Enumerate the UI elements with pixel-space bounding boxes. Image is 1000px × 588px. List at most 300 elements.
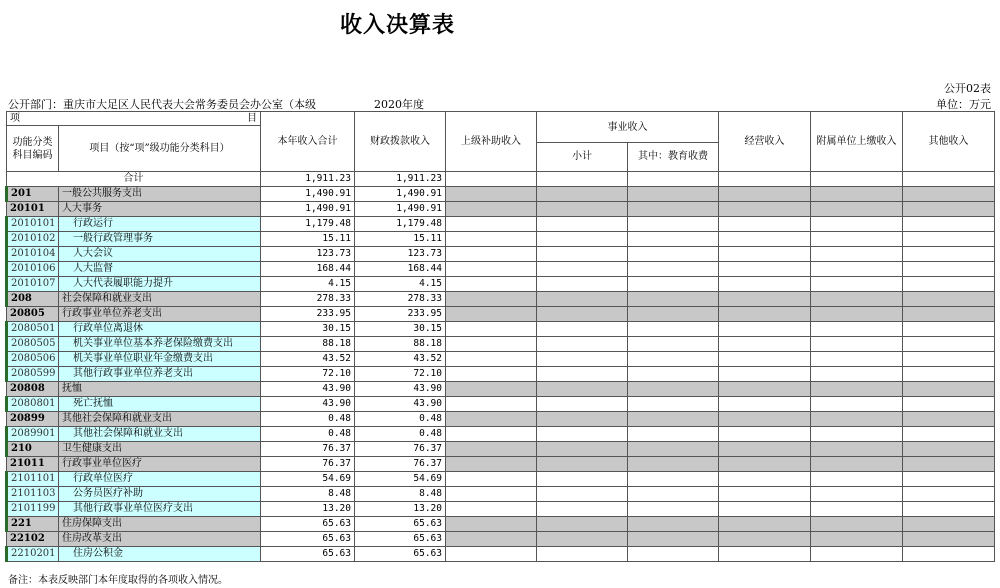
empty-cell [628, 187, 719, 202]
empty-cell [537, 412, 628, 427]
row-name: 行政运行 [59, 217, 261, 232]
empty-cell [811, 382, 903, 397]
empty-cell [628, 322, 719, 337]
empty-cell [719, 472, 811, 487]
empty-cell [811, 427, 903, 442]
empty-cell [903, 262, 995, 277]
row-fiscal: 76.37 [355, 457, 446, 472]
row-total-income: 65.63 [261, 547, 355, 562]
empty-cell [446, 457, 537, 472]
empty-cell [903, 487, 995, 502]
empty-cell [811, 262, 903, 277]
empty-cell [719, 292, 811, 307]
empty-cell [537, 307, 628, 322]
row-fiscal: 15.11 [355, 232, 446, 247]
row-total-income: 88.18 [261, 337, 355, 352]
row-total-income: 72.10 [261, 367, 355, 382]
empty-cell [903, 277, 995, 292]
empty-cell [811, 232, 903, 247]
empty-cell [811, 457, 903, 472]
empty-cell [628, 532, 719, 547]
empty-cell [628, 472, 719, 487]
empty-cell [446, 547, 537, 562]
row-name: 抚恤 [59, 382, 261, 397]
header-career: 事业收入 [537, 112, 719, 143]
row-code: 2101101 [7, 472, 59, 487]
item-header-label: 项 [10, 113, 20, 124]
row-code: 210 [7, 442, 59, 457]
empty-cell [628, 232, 719, 247]
empty-cell [719, 442, 811, 457]
row-fiscal: 54.69 [355, 472, 446, 487]
table-row [7, 367, 995, 382]
row-total-income: 76.37 [261, 442, 355, 457]
table-row [7, 337, 995, 352]
empty-cell [537, 277, 628, 292]
empty-cell [628, 442, 719, 457]
row-total-income: 1,179.48 [261, 217, 355, 232]
row-code: 221 [7, 517, 59, 532]
row-name: 人大会议 [59, 247, 261, 262]
row-name: 其他社会保障和就业支出 [59, 427, 261, 442]
row-code: 2101103 [7, 487, 59, 502]
empty-cell [628, 457, 719, 472]
empty-cell [628, 517, 719, 532]
table-row [7, 487, 995, 502]
row-name: 住房改革支出 [59, 532, 261, 547]
row-name: 一般公共服务支出 [59, 187, 261, 202]
empty-cell [446, 517, 537, 532]
row-name: 其他行政事业单位养老支出 [59, 367, 261, 382]
row-code: 2010107 [7, 277, 59, 292]
empty-cell [811, 202, 903, 217]
row-fiscal: 168.44 [355, 262, 446, 277]
empty-cell [628, 427, 719, 442]
empty-cell [628, 367, 719, 382]
row-fiscal: 13.20 [355, 502, 446, 517]
empty-cell [628, 502, 719, 517]
report-title: 收入决算表 [340, 13, 456, 38]
empty-cell [719, 547, 811, 562]
empty-cell [719, 457, 811, 472]
empty-cell [719, 412, 811, 427]
empty-cell [811, 502, 903, 517]
row-code: 2010106 [7, 262, 59, 277]
row-code: 201 [7, 187, 59, 202]
empty-cell [628, 352, 719, 367]
empty-cell [903, 187, 995, 202]
row-fiscal: 88.18 [355, 337, 446, 352]
row-fiscal: 65.63 [355, 532, 446, 547]
row-name: 其他社会保障和就业支出 [59, 412, 261, 427]
empty-cell [811, 487, 903, 502]
table-row [7, 517, 995, 532]
form-code: 公开02表 [944, 82, 991, 95]
table-row [7, 187, 995, 202]
row-total-income: 43.52 [261, 352, 355, 367]
header-superior-subsidy: 上级补助收入 [446, 112, 537, 172]
row-code: 2080801 [7, 397, 59, 412]
empty-cell [628, 262, 719, 277]
empty-cell [446, 247, 537, 262]
empty-cell [903, 397, 995, 412]
row-code: 208 [7, 292, 59, 307]
row-name: 其他行政事业单位医疗支出 [59, 502, 261, 517]
empty-cell [628, 292, 719, 307]
row-name: 行政事业单位养老支出 [59, 307, 261, 322]
empty-cell [719, 517, 811, 532]
empty-cell [446, 262, 537, 277]
empty-cell [903, 292, 995, 307]
row-name: 行政单位离退休 [59, 322, 261, 337]
empty-cell [903, 517, 995, 532]
unit-label: 单位：万元 [936, 98, 991, 111]
row-name: 公务员医疗补助 [59, 487, 261, 502]
row-fiscal: 4.15 [355, 277, 446, 292]
empty-cell [628, 202, 719, 217]
empty-cell [719, 532, 811, 547]
table-row [7, 532, 995, 547]
empty-cell [537, 202, 628, 217]
row-name: 住房保障支出 [59, 517, 261, 532]
empty-cell [446, 352, 537, 367]
row-total-income: 13.20 [261, 502, 355, 517]
row-name: 卫生健康支出 [59, 442, 261, 457]
empty-cell [628, 307, 719, 322]
header-code-col: 功能分类科目编码 [7, 126, 59, 172]
empty-cell [719, 352, 811, 367]
row-code: 2080501 [7, 322, 59, 337]
empty-cell [719, 322, 811, 337]
empty-cell [628, 412, 719, 427]
empty-cell [811, 547, 903, 562]
row-fiscal: 0.48 [355, 412, 446, 427]
empty-cell [719, 232, 811, 247]
row-total-income: 65.63 [261, 532, 355, 547]
header-education-fee: 其中：教育收费 [628, 143, 719, 172]
empty-cell [537, 457, 628, 472]
empty-cell [903, 202, 995, 217]
row-fiscal: 233.95 [355, 307, 446, 322]
empty-cell [537, 397, 628, 412]
empty-cell [537, 262, 628, 277]
empty-cell [537, 532, 628, 547]
table-row [7, 427, 995, 442]
row-code: 2080599 [7, 367, 59, 382]
empty-cell [903, 337, 995, 352]
row-name: 人大事务 [59, 202, 261, 217]
row-code: 2101199 [7, 502, 59, 517]
row-code: 2010102 [7, 232, 59, 247]
empty-cell [903, 412, 995, 427]
table-row [7, 262, 995, 277]
table-row [7, 202, 995, 217]
row-total-income: 8.48 [261, 487, 355, 502]
empty-cell [903, 442, 995, 457]
row-name: 人大监督 [59, 262, 261, 277]
table-row [7, 217, 995, 232]
empty-cell [719, 367, 811, 382]
empty-cell [811, 532, 903, 547]
row-total-income: 233.95 [261, 307, 355, 322]
empty-cell [537, 337, 628, 352]
empty-cell [811, 367, 903, 382]
empty-cell [446, 382, 537, 397]
empty-cell [903, 307, 995, 322]
row-code: 20101 [7, 202, 59, 217]
row-fiscal: 65.63 [355, 547, 446, 562]
row-name: 死亡抚恤 [59, 397, 261, 412]
year-label: 2020年度 [374, 98, 424, 111]
empty-cell [628, 397, 719, 412]
empty-cell [719, 502, 811, 517]
empty-cell [811, 412, 903, 427]
empty-cell [537, 247, 628, 262]
header-affiliated: 附属单位上缴收入 [811, 112, 903, 172]
row-fiscal: 65.63 [355, 517, 446, 532]
row-total-income: 168.44 [261, 262, 355, 277]
row-code: 20805 [7, 307, 59, 322]
empty-cell [811, 337, 903, 352]
row-code: 2010104 [7, 247, 59, 262]
empty-cell [446, 277, 537, 292]
table-row [7, 307, 995, 322]
row-total-income: 54.69 [261, 472, 355, 487]
row-name: 住房公积金 [59, 547, 261, 562]
item-header-cell [7, 112, 261, 126]
empty-cell [537, 187, 628, 202]
empty-cell [903, 457, 995, 472]
empty-cell [446, 202, 537, 217]
empty-cell [811, 307, 903, 322]
empty-cell [537, 382, 628, 397]
table-row [7, 247, 995, 262]
empty-cell [446, 322, 537, 337]
table-row [7, 232, 995, 247]
empty-cell [537, 502, 628, 517]
empty-cell [719, 187, 811, 202]
empty-cell [537, 232, 628, 247]
empty-cell [903, 502, 995, 517]
header-total-income: 本年收入合计 [261, 112, 355, 172]
row-code: 21011 [7, 457, 59, 472]
row-total-income: 1,490.91 [261, 187, 355, 202]
empty-cell [628, 277, 719, 292]
empty-cell [628, 382, 719, 397]
row-code: 2089901 [7, 427, 59, 442]
row-name: 一般行政管理事务 [59, 232, 261, 247]
empty-cell [537, 547, 628, 562]
row-fiscal: 43.52 [355, 352, 446, 367]
empty-cell [811, 442, 903, 457]
table-row [7, 412, 995, 427]
header-other: 其他收入 [903, 112, 995, 172]
row-name: 行政单位医疗 [59, 472, 261, 487]
empty-cell [446, 487, 537, 502]
empty-cell [628, 547, 719, 562]
empty-cell [903, 217, 995, 232]
table-row [7, 397, 995, 412]
table-row [7, 472, 995, 487]
empty-cell [537, 487, 628, 502]
empty-cell [446, 412, 537, 427]
empty-cell [903, 382, 995, 397]
empty-cell [537, 517, 628, 532]
empty-cell [811, 322, 903, 337]
empty-cell [719, 382, 811, 397]
empty-cell [446, 442, 537, 457]
row-fiscal: 1,179.48 [355, 217, 446, 232]
empty-cell [537, 367, 628, 382]
empty-cell [811, 397, 903, 412]
empty-cell [719, 277, 811, 292]
empty-cell [446, 292, 537, 307]
empty-cell [903, 532, 995, 547]
empty-cell [446, 502, 537, 517]
table-row [7, 322, 995, 337]
empty-cell [811, 277, 903, 292]
empty-cell [446, 307, 537, 322]
empty-cell [446, 367, 537, 382]
empty-cell [719, 307, 811, 322]
empty-cell [903, 247, 995, 262]
empty-cell [446, 532, 537, 547]
empty-cell [628, 247, 719, 262]
empty-cell [811, 517, 903, 532]
empty-cell [446, 472, 537, 487]
row-code: 20808 [7, 382, 59, 397]
row-fiscal: 1,490.91 [355, 202, 446, 217]
empty-cell [537, 322, 628, 337]
empty-cell [903, 352, 995, 367]
row-fiscal: 30.15 [355, 322, 446, 337]
empty-cell [811, 352, 903, 367]
row-code: 20899 [7, 412, 59, 427]
table-row [7, 457, 995, 472]
row-total-income: 43.90 [261, 382, 355, 397]
empty-cell [719, 202, 811, 217]
income-table [5, 111, 995, 562]
row-fiscal: 43.90 [355, 397, 446, 412]
row-total-income: 76.37 [261, 457, 355, 472]
empty-cell [903, 427, 995, 442]
empty-cell [446, 232, 537, 247]
empty-cell [903, 547, 995, 562]
row-code: 2080505 [7, 337, 59, 352]
empty-cell [811, 292, 903, 307]
row-name: 机关事业单位职业年金缴费支出 [59, 352, 261, 367]
table-row [7, 292, 995, 307]
row-total-income: 43.90 [261, 397, 355, 412]
empty-cell [446, 427, 537, 442]
row-fiscal: 123.73 [355, 247, 446, 262]
item-header-end: 目 [247, 113, 257, 124]
row-fiscal: 0.48 [355, 427, 446, 442]
row-total-income: 4.15 [261, 277, 355, 292]
footnote: 备注：本表反映部门本年度取得的各项收入情况。 [8, 575, 228, 586]
empty-cell [903, 322, 995, 337]
empty-cell [811, 472, 903, 487]
empty-cell [446, 337, 537, 352]
row-total-income: 278.33 [261, 292, 355, 307]
empty-cell [537, 472, 628, 487]
row-total-income: 123.73 [261, 247, 355, 262]
empty-cell [537, 442, 628, 457]
row-fiscal: 76.37 [355, 442, 446, 457]
header-name-col: 项目（按“项”级功能分类科目） [59, 126, 261, 172]
empty-cell [719, 397, 811, 412]
header-business: 经营收入 [719, 112, 811, 172]
empty-cell [719, 427, 811, 442]
row-name: 社会保障和就业支出 [59, 292, 261, 307]
row-name: 人大代表履职能力提升 [59, 277, 261, 292]
header-fiscal: 财政拨款收入 [355, 112, 446, 172]
row-fiscal: 72.10 [355, 367, 446, 382]
row-fiscal: 8.48 [355, 487, 446, 502]
empty-cell [537, 427, 628, 442]
empty-cell [446, 397, 537, 412]
table-row [7, 547, 995, 562]
empty-cell [628, 337, 719, 352]
empty-cell [811, 217, 903, 232]
row-code: 22102 [7, 532, 59, 547]
empty-cell [537, 352, 628, 367]
empty-cell [628, 217, 719, 232]
total-income-value: 1,911.23 [261, 172, 355, 187]
total-label: 合计 [7, 172, 261, 187]
row-name: 机关事业单位基本养老保险缴费支出 [59, 337, 261, 352]
empty-cell [719, 337, 811, 352]
empty-cell [446, 187, 537, 202]
empty-cell [811, 247, 903, 262]
row-total-income: 0.48 [261, 412, 355, 427]
row-code: 2010101 [7, 217, 59, 232]
empty-cell [537, 217, 628, 232]
empty-cell [903, 367, 995, 382]
table-row [7, 442, 995, 457]
table-row [7, 352, 995, 367]
empty-cell [719, 487, 811, 502]
department-label: 公开部门：重庆市大足区人民代表大会常务委员会办公室（本级 [8, 98, 316, 111]
empty-cell [719, 262, 811, 277]
empty-cell [811, 187, 903, 202]
table-row [7, 502, 995, 517]
empty-cell [719, 247, 811, 262]
empty-cell [903, 232, 995, 247]
row-fiscal: 43.90 [355, 382, 446, 397]
table-row [7, 277, 995, 292]
row-total-income: 15.11 [261, 232, 355, 247]
total-fiscal-value: 1,911.23 [355, 172, 446, 187]
row-fiscal: 1,490.91 [355, 187, 446, 202]
row-code: 2080506 [7, 352, 59, 367]
empty-cell [903, 472, 995, 487]
empty-cell [446, 217, 537, 232]
empty-cell [719, 217, 811, 232]
row-code: 2210201 [7, 547, 59, 562]
row-total-income: 30.15 [261, 322, 355, 337]
row-name: 行政事业单位医疗 [59, 457, 261, 472]
row-total-income: 0.48 [261, 427, 355, 442]
empty-cell [537, 292, 628, 307]
header-subtotal: 小计 [537, 143, 628, 172]
row-total-income: 65.63 [261, 517, 355, 532]
row-fiscal: 278.33 [355, 292, 446, 307]
total-row [7, 172, 995, 187]
row-total-income: 1,490.91 [261, 202, 355, 217]
table-row [7, 382, 995, 397]
empty-cell [628, 487, 719, 502]
